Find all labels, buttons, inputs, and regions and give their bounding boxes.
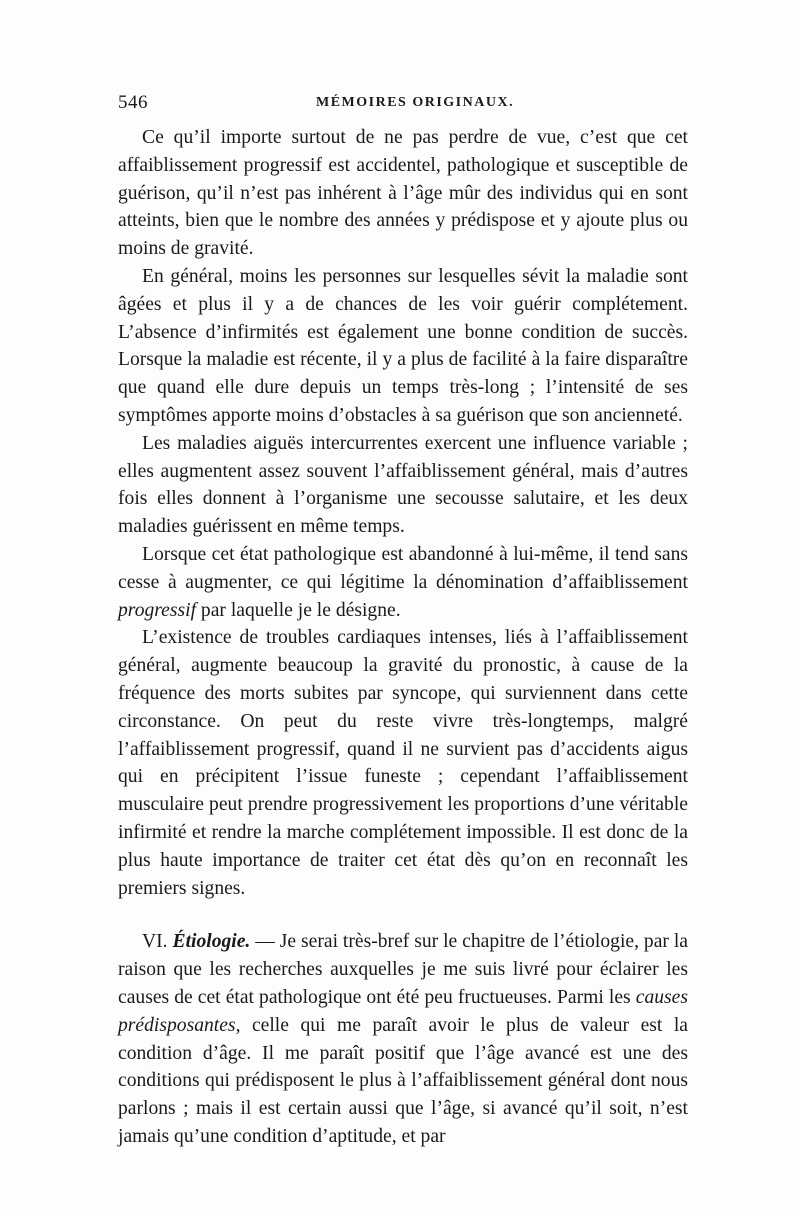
section-italic-term: causes prédisposantes, [118, 986, 688, 1036]
paragraph-4-italic-term: progressif [118, 599, 197, 621]
running-head [118, 92, 688, 118]
body-text [118, 124, 688, 1151]
page-number: 546 [118, 92, 148, 113]
paragraph-5: L’existence de troubles cardiaques intenses, liés à l’affaiblissement général, augmente beaucoup la gravité du pronostic, à cause de la fréquence des morts subites par syncope, qui surviennent dans cette circonstance. On peut du reste vivre très-longtemps, malgré l’affaiblissement progressif, quand il ne survient pas d’accidents aigus qui en précipitent l’issue funeste ; cependant l’affaiblissement musculaire peut prendre progressivement les proportions d’une véritable infirmité et rendre la marche complétement impossible. Il est donc de la plus haute importance de traiter cet état dès qu’on en reconnaît les premiers signes. [118, 627, 688, 899]
section-dash: — [250, 931, 280, 953]
paragraph-4-text-start: Lorsque cet état pathologique est abandonné à lui-même, il tend sans cesse à augmenter, ce qui légitime la dénomination d’affaiblissement [118, 543, 688, 593]
paragraph-3: Les maladies aiguës intercurrentes exercent une influence variable ; elles augmentent assez souvent l’affaiblissement général, mais d’autres fois elles donnent à l’organisme une secousse salutaire, et les deux maladies guérissent en même temps. [118, 432, 688, 538]
section-etiologie [118, 928, 688, 1150]
paragraph-2: En général, moins les personnes sur lesquelles sévit la maladie sont âgées et plus il y a de chances de les voir guérir complétement. L’absence d’infirmités est également une bonne condition de succès. Lorsque la maladie est récente, il y a plus de facilité à la faire disparaître que quand elle dure depuis un temps très-long ; l’intensité de ses symptômes apporte moins d’obstacles à sa guérison que son ancienneté. [118, 265, 688, 426]
section-title: Étiologie. [172, 931, 251, 953]
paragraph-1: Ce qu’il importe surtout de ne pas perdre de vue, c’est que cet affaiblissement progressif est accidentel, pathologique et susceptible de guérison, qu’il n’est pas inhérent à l’âge mûr des individus qui en sont atteints, bien que le nombre des années y prédispose et y ajoute plus ou moins de gravité. [118, 127, 688, 260]
running-title: MÉMOIRES ORIGINAUX. [316, 95, 515, 110]
section-number: VI. [142, 931, 168, 953]
paragraph-4-text-end: par laquelle je le désigne. [196, 599, 401, 621]
section-text-end: celle qui me paraît avoir le plus de valeur est la condition d’âge. Il me paraît positif que l’âge avancé est une des conditions qui prédisposent le plus à l’affaiblissement général dont nous parlons ; mais il est certain aussi que l’âge, si avancé qu’il soit, n’est jamais qu’une condition d’aptitude, et par [118, 1014, 688, 1147]
section-text-start: Je serai très-bref sur le chapitre de l’étiologie, par la raison que les recherches auxquelles je me suis livré pour éclairer les causes de cet état pathologique ont été peu fructueuses. Parmi les [118, 931, 688, 1008]
paragraph-4 [118, 541, 688, 624]
